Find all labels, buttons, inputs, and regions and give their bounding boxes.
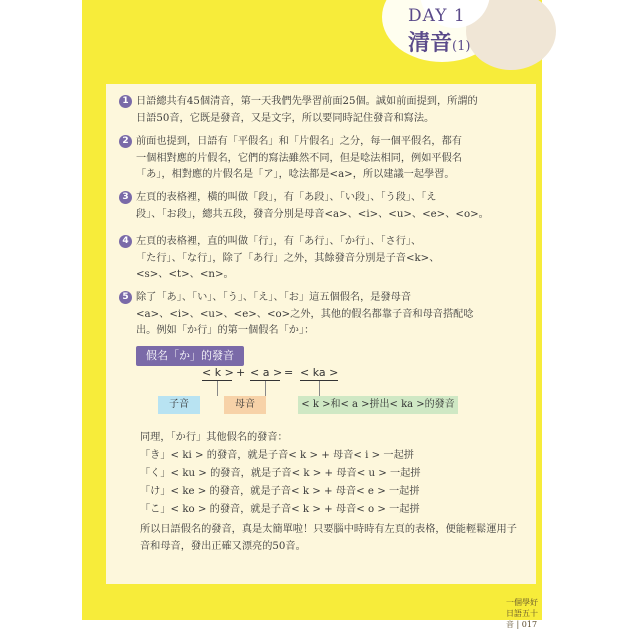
list-item (120, 94, 520, 127)
item-text: 左頁的表格裡，橫的叫做「段」，有「あ段」、「い段」、「う段」、「え 段」、「お段」，總共五段，發音分別是母音<a>、<i>、<u>、<e>、<o>。 (136, 192, 489, 220)
vowel-chip: 母音 (224, 396, 266, 414)
title-number: (1) (452, 39, 471, 54)
example-tag: 假名「か」的發音 (136, 346, 244, 366)
similar-row: 「く」< ku > 的發音，就是子音< k > + 母音< u > 一起拼 (140, 468, 421, 479)
similar-heading: 同理，「か行」其他假名的發音： (140, 432, 288, 443)
similar-row: 「こ」< ko > 的發音，就是子音< k > + 母音< o > 一起拼 (140, 504, 420, 515)
connector-line (319, 381, 320, 396)
book-page (82, 0, 542, 629)
number-badge: 2 (119, 135, 132, 148)
number-badge: 4 (119, 235, 132, 248)
content-panel (106, 84, 536, 584)
syllable-ka: < ka > (300, 366, 339, 379)
similar-row: 「け」< ke > 的發音，就是子音< k > + 母音< e > 一起拼 (140, 486, 420, 497)
item-text: 前面也提到，日語有「平假名」和「片假名」之分，每一個平假名，都有 一個相對應的片假名，它們的寫法雖然不同，但是唸法相同，例如平假名 「あ」，相對應的片假名是「ア」，唸法都是<a>，所以建議一起學習。 (136, 136, 462, 180)
item-text: 除了「あ」、「い」、「う」、「え」、「お」這五個假名，是發母音 <a>、<i>、<u>、<e>、<o>之外，其他的假名都靠子音和母音搭配唸 出。例如「か行」的第一個假名「か」： (136, 292, 474, 336)
vowel-a: < a > (250, 366, 283, 379)
list-item (120, 290, 520, 340)
consonant-k: < k > (202, 366, 234, 379)
day-label: DAY 1 (408, 6, 466, 26)
list-item (120, 190, 520, 223)
title-text: 清音 (408, 30, 453, 56)
number-badge: 3 (119, 191, 132, 204)
conclusion-text: 所以日語假名的發音，真是太簡單啦！只要腦中時時有左頁的表格，便能輕鬆運用子音和母音，發出正確又漂亮的50音。 (140, 524, 517, 552)
page-footer: 一個學好日語五十音 | 017 (506, 598, 538, 629)
result-chip: < k >和< a >拼出< ka >的發音 (298, 396, 458, 414)
connector-line (265, 381, 266, 396)
equals-sign: = (284, 366, 294, 379)
list-item (120, 234, 520, 284)
list-item (120, 134, 520, 184)
connector-line (217, 381, 218, 396)
consonant-chip: 子音 (158, 396, 200, 414)
plus-sign: + (236, 366, 246, 379)
similar-row: 「き」< ki > 的發音，就是子音< k > + 母音< i > 一起拼 (140, 450, 414, 461)
number-badge: 5 (119, 291, 132, 304)
number-badge: 1 (119, 95, 132, 108)
page-title (408, 26, 470, 57)
item-text: 日語總共有45個清音，第一天我們先學習前面25個。誠如前面提到，所謂的 日語50音，它既是發音，又是文字，所以要同時記住發音和寫法。 (136, 96, 478, 124)
item-text: 左頁的表格裡，直的叫做「行」，有「あ行」、「か行」、「さ行」、 「た行」、「な行」，除了「あ行」之外，其餘發音分別是子音<k>、 <s>、<t>、<n>。 (136, 236, 440, 280)
